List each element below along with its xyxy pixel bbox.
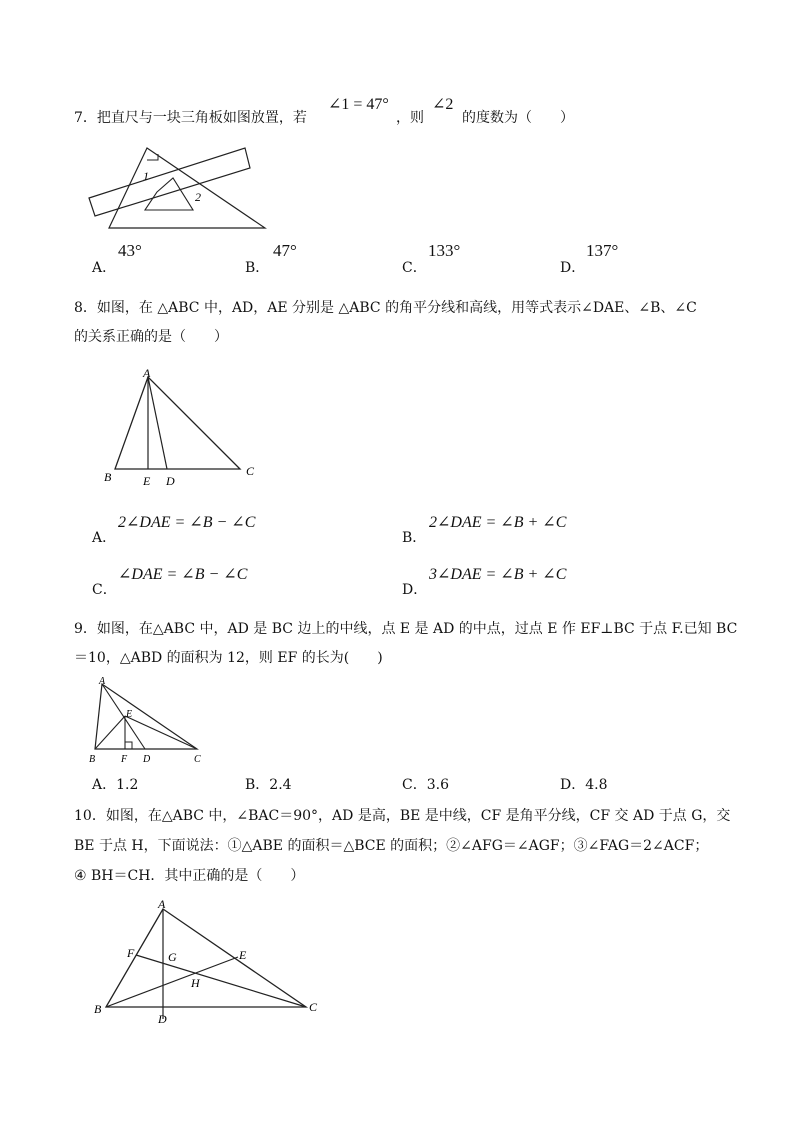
q7-inner-triangle [145,178,193,210]
q7-text-c: 的度数为（ ） [462,110,574,126]
q8-triangle-abc [115,377,240,469]
q10-line2: BE 于点 H，下面说法：①△ABE 的面积＝△BCE 的面积；②∠AFG＝∠AGF；③∠FAG＝2∠ACF； [74,838,709,854]
q8-option-b-expr[interactable]: 2∠DAE = ∠B + ∠C [429,514,567,531]
q8-bisector-ad [148,377,167,469]
q9-option-a[interactable]: A．1.2 [92,777,139,793]
q8-line2: 的关系正确的是（ ） [74,329,228,345]
q9-figure [85,674,210,769]
q8-label-b: B [104,470,112,484]
q10-label-e: E [239,948,247,962]
q10-label-f: F [127,946,135,960]
q10-label-c: C [309,1000,318,1014]
q10-label-g: G [168,950,177,964]
q9-label-b: B [89,754,96,765]
q7-option-d-letter[interactable]: D． [560,260,586,276]
q7-option-a-letter[interactable]: A． [92,260,117,276]
q8-option-d-letter[interactable]: D． [402,582,428,598]
q8-option-b-letter[interactable]: B． [402,530,427,546]
q7-text-b: ，则 [396,110,424,126]
q10-label-b: B [94,1002,102,1016]
q9-segment-be [95,716,125,749]
q7-option-b-letter[interactable]: B． [245,260,270,276]
q7-option-c-value[interactable]: 133° [428,241,461,260]
q8-label-d: D [166,474,175,488]
q9-label-a: A [99,676,106,687]
q7-label-1: 1 [143,169,149,183]
q9-option-d[interactable]: D．4.8 [560,777,608,793]
q9-line2: ＝10，△ABD 的面积为 12，则 EF 的长为( ) [74,650,383,666]
q10-median-be [106,957,238,1007]
q9-option-b[interactable]: B．2.4 [245,777,292,793]
q7-figure [85,140,270,235]
q10-triangle-abc [106,909,306,1007]
q7-angle1: ∠1 = 47° [328,96,389,113]
q7-option-a-value[interactable]: 43° [118,241,142,260]
q10-label-h: H [191,976,200,990]
q9-option-c[interactable]: C．3.6 [402,777,449,793]
q8-option-a-expr[interactable]: 2∠DAE = ∠B − ∠C [118,514,256,531]
q7-option-d-value[interactable]: 137° [586,241,619,260]
q8-figure [100,365,265,495]
q8-option-a-letter[interactable]: A． [92,530,117,546]
q9-triangle-abc [95,684,197,749]
q9-label-c: C [194,754,201,765]
q8-option-d-expr[interactable]: 3∠DAE = ∠B + ∠C [429,566,567,583]
q7-option-b-value[interactable]: 47° [273,241,297,260]
q7-ruler [89,148,250,216]
q10-line1: 10．如图，在△ABC 中，∠BAC＝90°，AD 是高，BE 是中线，CF 是角平分线，CF 交 AD 于点 G，交 [74,808,731,824]
q9-right-angle-mark [125,742,132,749]
q7-angle2: ∠2 [432,96,454,113]
q10-figure [90,895,330,1025]
q8-label-e: E [143,474,151,488]
q9-line1: 9．如图，在△ABC 中，AD 是 BC 边上的中线，点 E 是 AD 的中点，过点 E 作 EF⊥BC 于点 F.已知 BC [74,621,738,637]
q8-label-c: C [246,464,255,478]
q10-label-d: D [158,1012,167,1025]
q7-label-2: 2 [195,190,201,204]
q8-option-c-expr[interactable]: ∠DAE = ∠B − ∠C [118,566,248,583]
q9-segment-ec [125,716,197,749]
q8-option-c-letter[interactable]: C． [92,582,117,598]
q7-text-a: 7．把直尺与一块三角板如图放置，若 [74,110,307,126]
q8-line1: 8．如图，在 △ABC 中，AD，AE 分别是 △ABC 的角平分线和高线，用等式表示∠DAE、∠B、∠C [74,300,697,316]
q10-label-a: A [158,897,166,911]
q9-label-e: E [126,709,133,720]
q8-label-a: A [143,366,151,380]
q7-option-c-letter[interactable]: C． [402,260,427,276]
q9-label-d: D [143,754,151,765]
q9-median-ad [102,684,145,749]
q10-line3: ④ BH＝CH．其中正确的是（ ） [74,868,305,884]
q9-label-f: F [121,754,128,765]
